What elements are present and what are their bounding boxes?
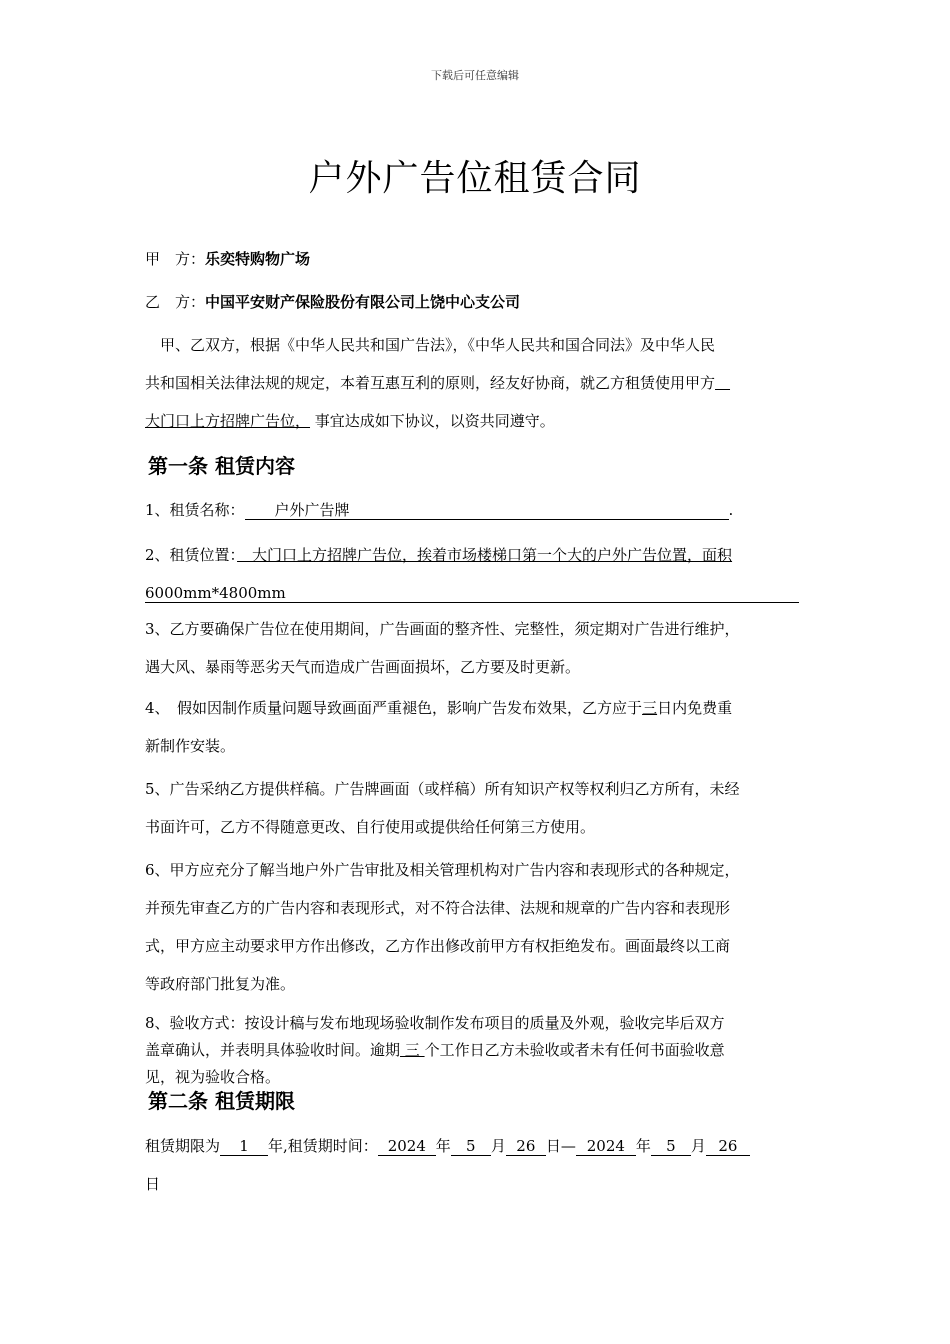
end-year-char: 年 [635,1137,651,1155]
item2-line-1 [145,536,807,574]
item2-value-line2: 6000mm*4800mm [145,584,799,603]
item8-line-1: 8、验收方式：按设计稿与发布地现场验收制作发布项目的质量及外观，验收完毕后双方 [145,1014,725,1032]
end-month-char: 月 [690,1137,706,1155]
item4-line-2: 新制作安装。 [145,737,236,755]
term-unit: 年,租赁期时间： [268,1137,378,1155]
party-b-line [145,291,520,312]
party-b-label: 乙 方： [145,293,206,311]
item5-line-2: 书面许可，乙方不得随意更改、自行使用或提供给任何第三方使用。 [145,818,596,836]
item4-post: 日内免费重 [657,699,733,717]
item4-pre: 4、 假如因制作质量问题导致画面严重褪色，影响广告发布效果，乙方应于 [145,699,643,717]
item4-line-1 [145,689,807,727]
page-title: 户外广告位租赁合同 [308,158,642,199]
item6-line-2: 并预先审查乙方的广告内容和表现形式，对不符合法律、法规和规章的广告内容和表现形 [145,899,731,917]
start-year: 2024 [378,1137,436,1156]
article1-item-4 [145,689,807,765]
item8-days: 三 [400,1041,425,1059]
party-a-label: 甲 方： [145,250,206,268]
lease-term-paragraph [145,1127,807,1203]
header-note: 下载后可任意编辑 [431,69,519,82]
intro-line-3-rest: 事宜达成如下协议，以资共同遵守。 [310,412,555,430]
start-day: 26 [506,1137,546,1156]
term-label: 租赁期限为 [145,1137,221,1155]
intro-line-2-text: 共和国相关法律法规的规定，本着互惠互利的原则，经友好协商，就乙方租赁使用甲方 [145,374,716,392]
end-month: 5 [651,1137,691,1156]
item1-value: 户外广告牌 [245,501,729,520]
item1-label: 1、租赁名称： [145,501,245,519]
item3-line-1: 3、乙方要确保广告位在使用期间，广告画面的整齐性、完整性，须定期对广告进行维护， [145,620,740,638]
item8-line2-post: 个工作日乙方未验收或者未有任何书面验收意 [424,1041,725,1059]
intro-line-3 [145,402,807,440]
intro-line-2-blank [715,374,730,392]
item6-line-3: 式，甲方应主动要求甲方作出修改，乙方作出修改前甲方有权拒绝发布。画面最终以工商 [145,937,731,955]
item5-line-1: 5、广告采纳乙方提供样稿。广告牌画面（或样稿）所有知识产权等权利归乙方所有，未经 [145,780,740,798]
item1-end: . [728,501,734,519]
item6-line-1: 6、甲方应充分了解当地户外广告审批及相关管理机构对广告内容和表现形式的各种规定， [145,861,740,879]
party-a-name: 乐奕特购物广场 [205,250,311,268]
start-month: 5 [451,1137,491,1156]
leased-item-underlined: 大门口上方招牌广告位， [145,412,311,430]
item6-line-4: 等政府部门批复为准。 [145,975,296,993]
dash: 日— [545,1137,576,1155]
article-1-heading: 第一条 租赁内容 [148,454,295,478]
end-year: 2024 [576,1137,636,1156]
item8-line-2 [145,1037,807,1064]
start-year-char: 年 [435,1137,451,1155]
item2-label: 2、租赁位置： [145,546,238,564]
start-month-char: 月 [490,1137,506,1155]
lease-term-line-2: 日 [145,1175,161,1193]
article1-item-2 [145,536,807,612]
intro-paragraph [145,326,807,440]
item4-days: 三 [642,699,658,717]
item8-line-3: 见，视为验收合格。 [145,1068,281,1086]
intro-line-1: 甲、乙双方，根据《中华人民共和国广告法》，《中华人民共和国合同法》及中华人民 [145,336,716,354]
party-a-line [145,248,310,269]
article1-item-5 [145,770,807,846]
item3-line-2: 遇大风、暴雨等恶劣天气而造成广告画面损坏，乙方要及时更新。 [145,658,581,676]
lease-term-line-1 [145,1127,807,1165]
item8-line2-pre: 盖章确认，并表明具体验收时间。逾期 [145,1041,401,1059]
item2-line-2 [145,574,807,612]
article1-item-8 [145,1010,807,1091]
article1-item-3 [145,610,807,686]
article-2-heading: 第二条 租赁期限 [148,1089,295,1113]
article1-item-1 [145,500,807,520]
intro-line-2 [145,364,807,402]
end-day: 26 [706,1137,750,1156]
article1-item-6 [145,851,807,1003]
term-years: 1 [220,1137,268,1156]
item2-value-line1: 大门口上方招牌广告位，挨着市场楼梯口第一个大的户外广告位置，面积 [237,546,733,564]
party-b-name: 中国平安财产保险股份有限公司上饶中心支公司 [205,293,521,311]
